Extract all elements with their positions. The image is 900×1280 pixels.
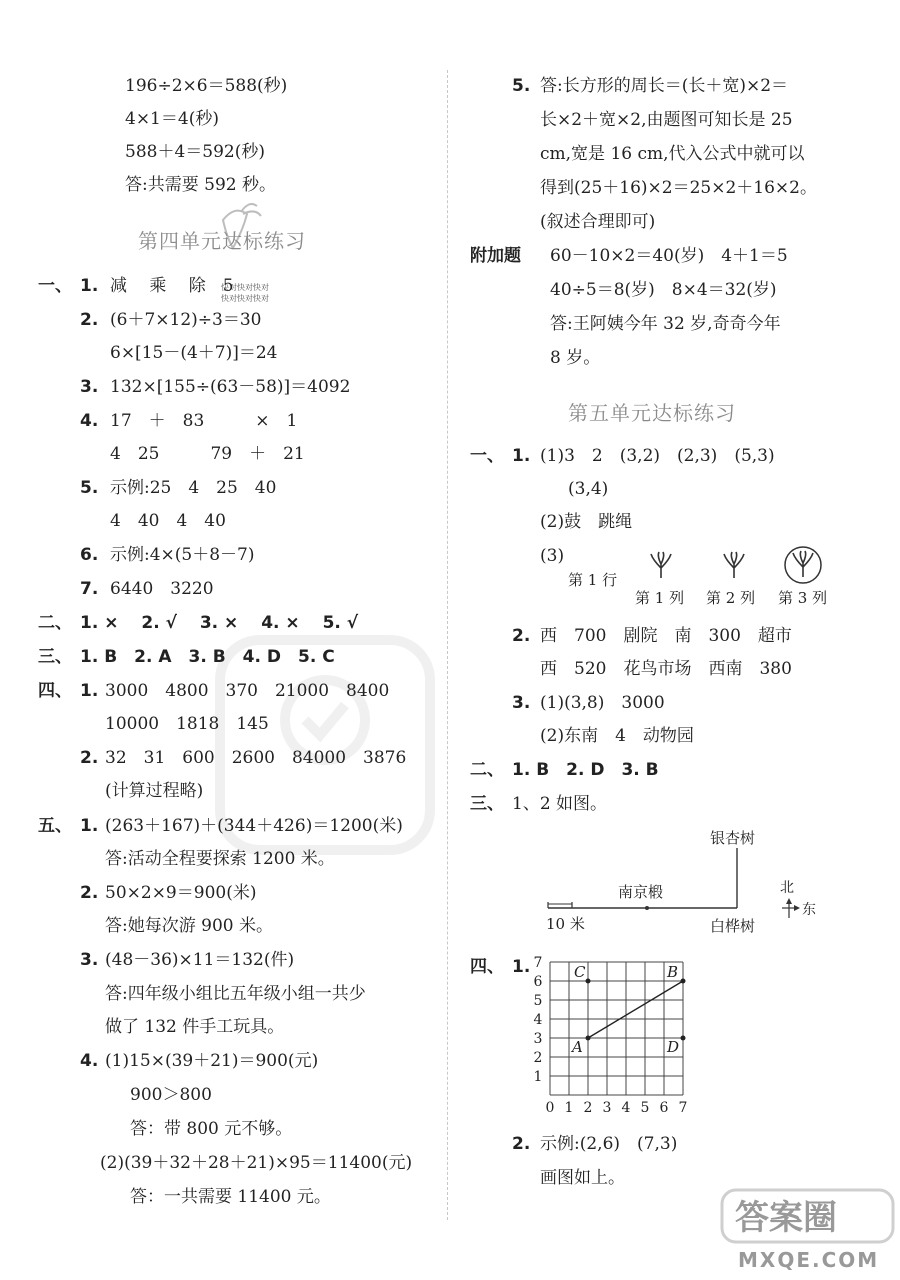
logo-site: MXQE.COM [738,1248,880,1272]
question-number: 4. [80,1051,99,1071]
answer-text: 17 ＋ 83 × 1 [110,411,298,431]
calc-line: 196÷2×6＝588(秒) [125,76,288,96]
small-watermark-text: 快对快对快对 [221,294,269,303]
question-number: 3. [80,377,99,397]
answer-text: 1、2 如图。 [512,794,608,814]
y-tick-label: 3 [533,1031,543,1047]
answer-text: (6＋7×12)÷3＝30 [110,310,262,330]
point-b [681,979,686,984]
y-tick-label: 1 [533,1069,543,1085]
answer-text: (计算过程略) [105,781,204,801]
point-label-c: C [574,963,586,981]
answer-text: 示例:(2,6) (7,3) [540,1134,678,1154]
question-number: 7. [80,579,99,599]
answer-text: (2)东南 4 动物园 [540,726,694,746]
answer-text: 50×2×9＝900(米) [105,883,257,903]
x-tick-label: 6 [659,1100,669,1116]
answer-text: 40÷5＝8(岁) 8×4＝32(岁) [550,280,777,300]
answer-text: 西 700 剧院 南 300 超市 [540,626,792,646]
answer-line: 答:共需要 592 秒。 [125,175,276,195]
section-number: 三、 [470,794,504,814]
answer-text: 西 520 花鸟市场 西南 380 [540,659,792,679]
question-number: 2. [512,626,531,646]
answer-text: (叙述合理即可) [540,212,656,232]
answer-text: 60－10×2＝40(岁) 4＋1＝5 [550,246,788,266]
map-label-nanjing: 南京椴 [618,883,664,901]
question-number: 2. [80,310,99,330]
y-tick-label: 6 [533,974,543,990]
point-d [681,1036,686,1041]
answer-text: 答:她每次游 900 米。 [105,916,273,936]
answer-text: 示例:25 4 25 40 [110,478,277,498]
question-number: 4. [80,411,99,431]
answer-text: (1)15×(39＋21)＝900(元) [105,1051,319,1071]
question-number: 5. [80,478,99,498]
column-label: 第 3 列 [778,589,828,607]
answer-text: (3) [540,546,565,566]
section-number: 四、 [38,681,72,701]
logo-text: 答案圈 [735,1198,837,1238]
section-number: 二、 [38,613,72,633]
answer-text: 4 40 4 40 [110,511,226,531]
column-label: 第 2 列 [706,589,756,607]
y-tick-label: 7 [533,955,543,971]
answer-text: 6×[15－(4＋7)]＝24 [110,343,278,363]
question-number: 3. [80,950,99,970]
point-a [586,1036,591,1041]
x-tick-label: 0 [545,1100,555,1116]
question-number: 5. [512,76,531,96]
answer-text: 1. B 2. A 3. B 4. D 5. C [80,647,335,667]
answer-text: 答：一共需要 11400 元。 [130,1187,331,1207]
east-label: 东 [802,902,816,918]
bonus-label: 附加题 [470,246,521,266]
answer-text: 答：带 800 元不够。 [130,1119,293,1139]
y-tick-label: 4 [533,1012,543,1028]
answer-text: 答:四年级小组比五年级小组一共少 [105,984,366,1004]
question-number: 2. [80,748,99,768]
answer-text: 10000 1818 145 [105,714,269,734]
answer-text: 做了 132 件手工玩具。 [105,1017,285,1037]
y-tick-label: 5 [533,993,543,1009]
segment-ab [588,981,683,1038]
answer-text: 减 乘 除 5 [110,276,234,296]
map-diagram [540,820,840,940]
map-label-ginkgo: 银杏树 [710,829,756,847]
x-tick-label: 5 [640,1100,650,1116]
answer-text: 答:长方形的周长＝(长＋宽)×2＝ [540,76,789,96]
north-label: 北 [780,880,794,896]
calc-line: 588＋4＝592(秒) [125,142,265,162]
answer-text: 长×2＋宽×2,由题图可知长是 25 [540,110,793,130]
section-number: 四、 [470,957,504,977]
answer-text: 1. B 2. D 3. B [512,760,659,780]
answer-text: 答:王阿姨今年 32 岁,奇奇今年 [550,314,781,334]
point-label-a: A [572,1038,583,1056]
section-number: 五、 [38,816,72,836]
question-number: 6. [80,545,99,565]
map-scale: 10 米 [546,915,585,933]
answer-text: 1. × 2. √ 3. × 4. × 5. √ [80,613,359,633]
answer-text: 132×[155÷(63－58)]＝4092 [110,377,351,397]
x-tick-label: 2 [583,1100,593,1116]
x-tick-label: 4 [621,1100,631,1116]
answer-text: 8 岁。 [550,348,601,368]
question-number: 1. [80,276,99,296]
y-tick-label: 2 [533,1050,543,1066]
answer-text: 得到(25＋16)×2＝25×2＋16×2。 [540,178,817,198]
column-label: 第 1 列 [635,589,685,607]
answer-text: (2)鼓 跳绳 [540,512,633,532]
plant-icon [645,550,677,582]
section-number: 三、 [38,647,72,667]
calc-line: 4×1＝4(秒) [125,109,219,129]
section-number: 一、 [38,276,72,296]
answer-text: 画图如上。 [540,1168,625,1188]
question-number: 1. [80,816,99,836]
question-number: 2. [80,883,99,903]
answer-text: cm,宽是 16 cm,代入公式中就可以 [540,144,805,164]
point-label-d: D [667,1038,680,1056]
question-number: 1. [512,446,531,466]
answer-text: 32 31 600 2600 84000 3876 [105,748,407,768]
answer-text: 900＞800 [130,1085,212,1105]
x-tick-label: 3 [602,1100,612,1116]
answer-text: (1)3 2 (3,2) (2,3) (5,3) [540,446,775,466]
coordinate-grid [530,950,705,1120]
column-divider [447,70,448,1220]
unit4-title: 第四单元达标练习 [138,229,306,253]
answer-text: 4 25 79 ＋ 21 [110,444,305,464]
answer-text: 示例:4×(5＋8－7) [110,545,255,565]
x-tick-label: 7 [678,1100,688,1116]
small-watermark-text: 快对快对快对 [221,283,269,292]
answer-text: (1)(3,8) 3000 [540,693,665,713]
x-tick-label: 1 [564,1100,574,1116]
section-number: 一、 [470,446,504,466]
map-label-baihua: 白桦树 [710,917,756,935]
circled-plant-icon [783,545,823,585]
question-number: 1. [512,957,531,977]
unit5-title: 第五单元达标练习 [568,401,736,425]
question-number: 1. [80,681,99,701]
point-label-b: B [667,963,679,981]
answer-text: 答:活动全程要探索 1200 米。 [105,849,335,869]
answer-text: (48－36)×11＝132(件) [105,950,295,970]
answer-text: (2)(39＋32＋28＋21)×95＝11400(元) [100,1153,413,1173]
answer-text: (263＋167)＋(344＋426)＝1200(米) [105,816,403,836]
row-label: 第 1 行 [568,571,618,589]
question-number: 2. [512,1134,531,1154]
answer-text: 6440 3220 [110,579,214,599]
section-number: 二、 [470,760,504,780]
question-number: 3. [512,693,531,713]
answer-text: (3,4) [568,479,609,499]
point-c [586,979,591,984]
plant-icon [718,550,750,582]
answer-text: 3000 4800 370 21000 8400 [105,681,390,701]
